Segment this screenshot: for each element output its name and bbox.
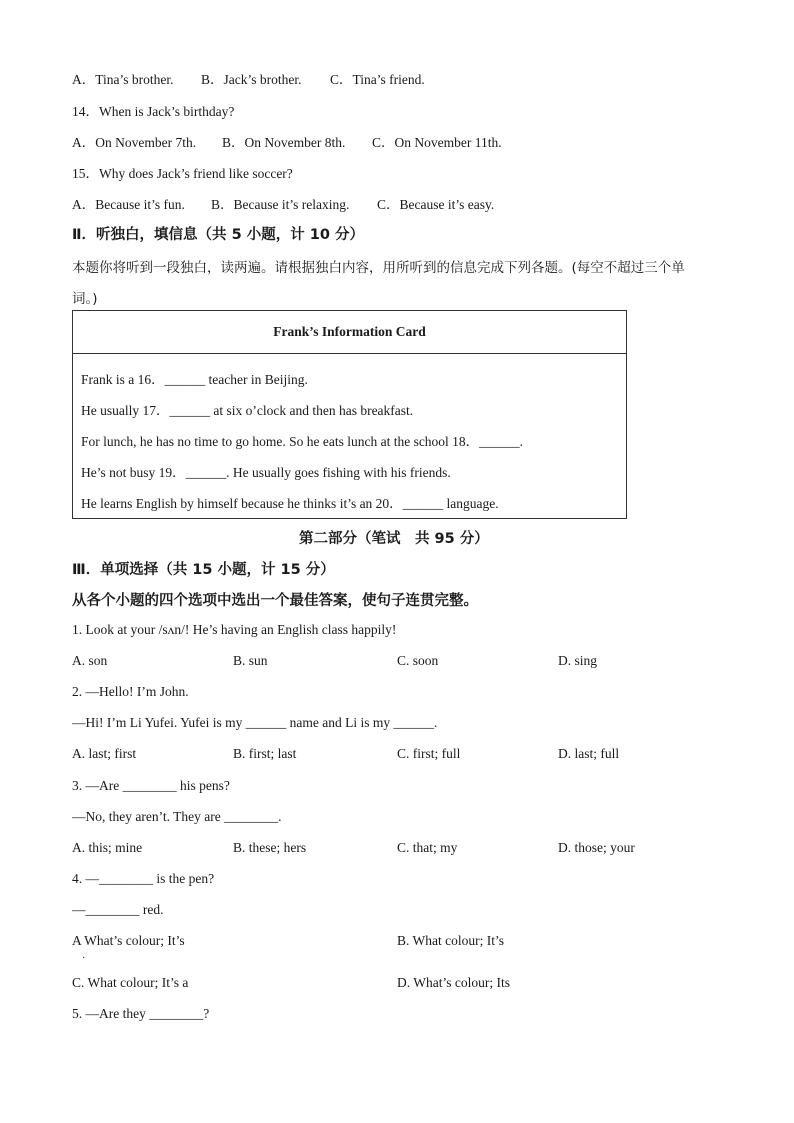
card-row-19: He’s not busy 19．______. He usually goes fishing with his friends. [81, 465, 451, 480]
q15-question: 15．Why does Jack’s friend like soccer? [72, 166, 293, 181]
mc-q3-stem-reply: —No, they aren’t. They are ________. [72, 809, 282, 824]
q13-option-c: C．Tina’s friend. [330, 72, 425, 87]
card-row-16: Frank is a 16．______ teacher in Beijing. [81, 372, 308, 387]
mc-q2-option-b: B. first; last [233, 746, 297, 761]
q15-option-b: B．Because it’s relaxing. [211, 197, 350, 212]
mc-q1-option-c: C. soon [397, 653, 439, 668]
q15-option-a: A．Because it’s fun. [72, 197, 185, 212]
card-row-18: For lunch, he has no time to go home. So he eats lunch at the school 18．______. [81, 434, 524, 449]
mc-q4-option-b: B. What colour; It’s [397, 933, 504, 948]
mc-q1-option-a: A. son [72, 653, 108, 668]
q14-option-b: B．On November 8th. [222, 135, 346, 150]
q14-option-c: C．On November 11th. [372, 135, 502, 150]
mc-q1-option-d: D. sing [558, 653, 598, 668]
card-title: Frank’s Information Card [73, 311, 626, 354]
q14-option-a: A．On November 7th. [72, 135, 197, 150]
card-row-20: He learns English by himself because he thinks it’s an 20．______ language. [81, 496, 499, 511]
information-card [72, 310, 627, 519]
part-2-title: 第二部分（笔试 共 95 分） [299, 531, 489, 547]
mc-q4-option-d: D. What’s colour; Its [397, 975, 510, 990]
mc-q2-option-c: C. first; full [397, 746, 461, 761]
section-2-instruction-cont: 词。) [72, 291, 98, 307]
mc-q5-stem: 5. —Are they ________? [72, 1006, 210, 1021]
mc-q3-option-d: D. those; your [558, 840, 635, 855]
q15-option-c: C．Because it’s easy. [377, 197, 495, 212]
section-3-heading: Ⅲ．单项选择（共 15 小题，计 15 分） [72, 562, 335, 578]
mc-q2-stem-reply: —Hi! I’m Li Yufei. Yufei is my ______ name and Li is my ______. [72, 715, 438, 730]
mc-q4-stem-reply: —________ red. [72, 902, 164, 917]
mc-q3-stem: 3. —Are ________ his pens? [72, 778, 230, 793]
mc-q2-option-d: D. last; full [558, 746, 620, 761]
section-2-instruction: 本题你将听到一段独白，读两遍。请根据独白内容，用所听到的信息完成下列各题。(每空不超过三个单 [72, 260, 685, 276]
mc-q4-option-a-dot: · [82, 953, 86, 964]
q13-option-b: B．Jack’s brother. [201, 72, 302, 87]
mc-q4-option-c: C. What colour; It’s a [72, 975, 189, 990]
mc-q1-option-b: B. sun [233, 653, 268, 668]
section-2-heading: Ⅱ．听独白，填信息（共 5 小题，计 10 分） [72, 227, 365, 243]
mc-q3-option-a: A. this; mine [72, 840, 143, 855]
mc-q1-stem: 1. Look at your /sʌn/! He’s having an English class happily! [72, 622, 397, 637]
mc-q2-stem: 2. —Hello! I’m John. [72, 684, 189, 699]
mc-q2-option-a: A. last; first [72, 746, 137, 761]
mc-q3-option-c: C. that; my [397, 840, 458, 855]
card-row-17: He usually 17．______ at six o’clock and then has breakfast. [81, 403, 414, 418]
section-3-subheading: 从各个小题的四个选项中选出一个最佳答案，使句子连贯完整。 [72, 593, 478, 609]
mc-q4-stem: 4. —________ is the pen? [72, 871, 215, 886]
mc-q3-option-b: B. these; hers [233, 840, 307, 855]
q13-option-a: A．Tina’s brother. [72, 72, 174, 87]
mc-q4-option-a: A What’s colour; It’s [72, 933, 185, 948]
q14-question: 14．When is Jack’s birthday? [72, 104, 235, 119]
